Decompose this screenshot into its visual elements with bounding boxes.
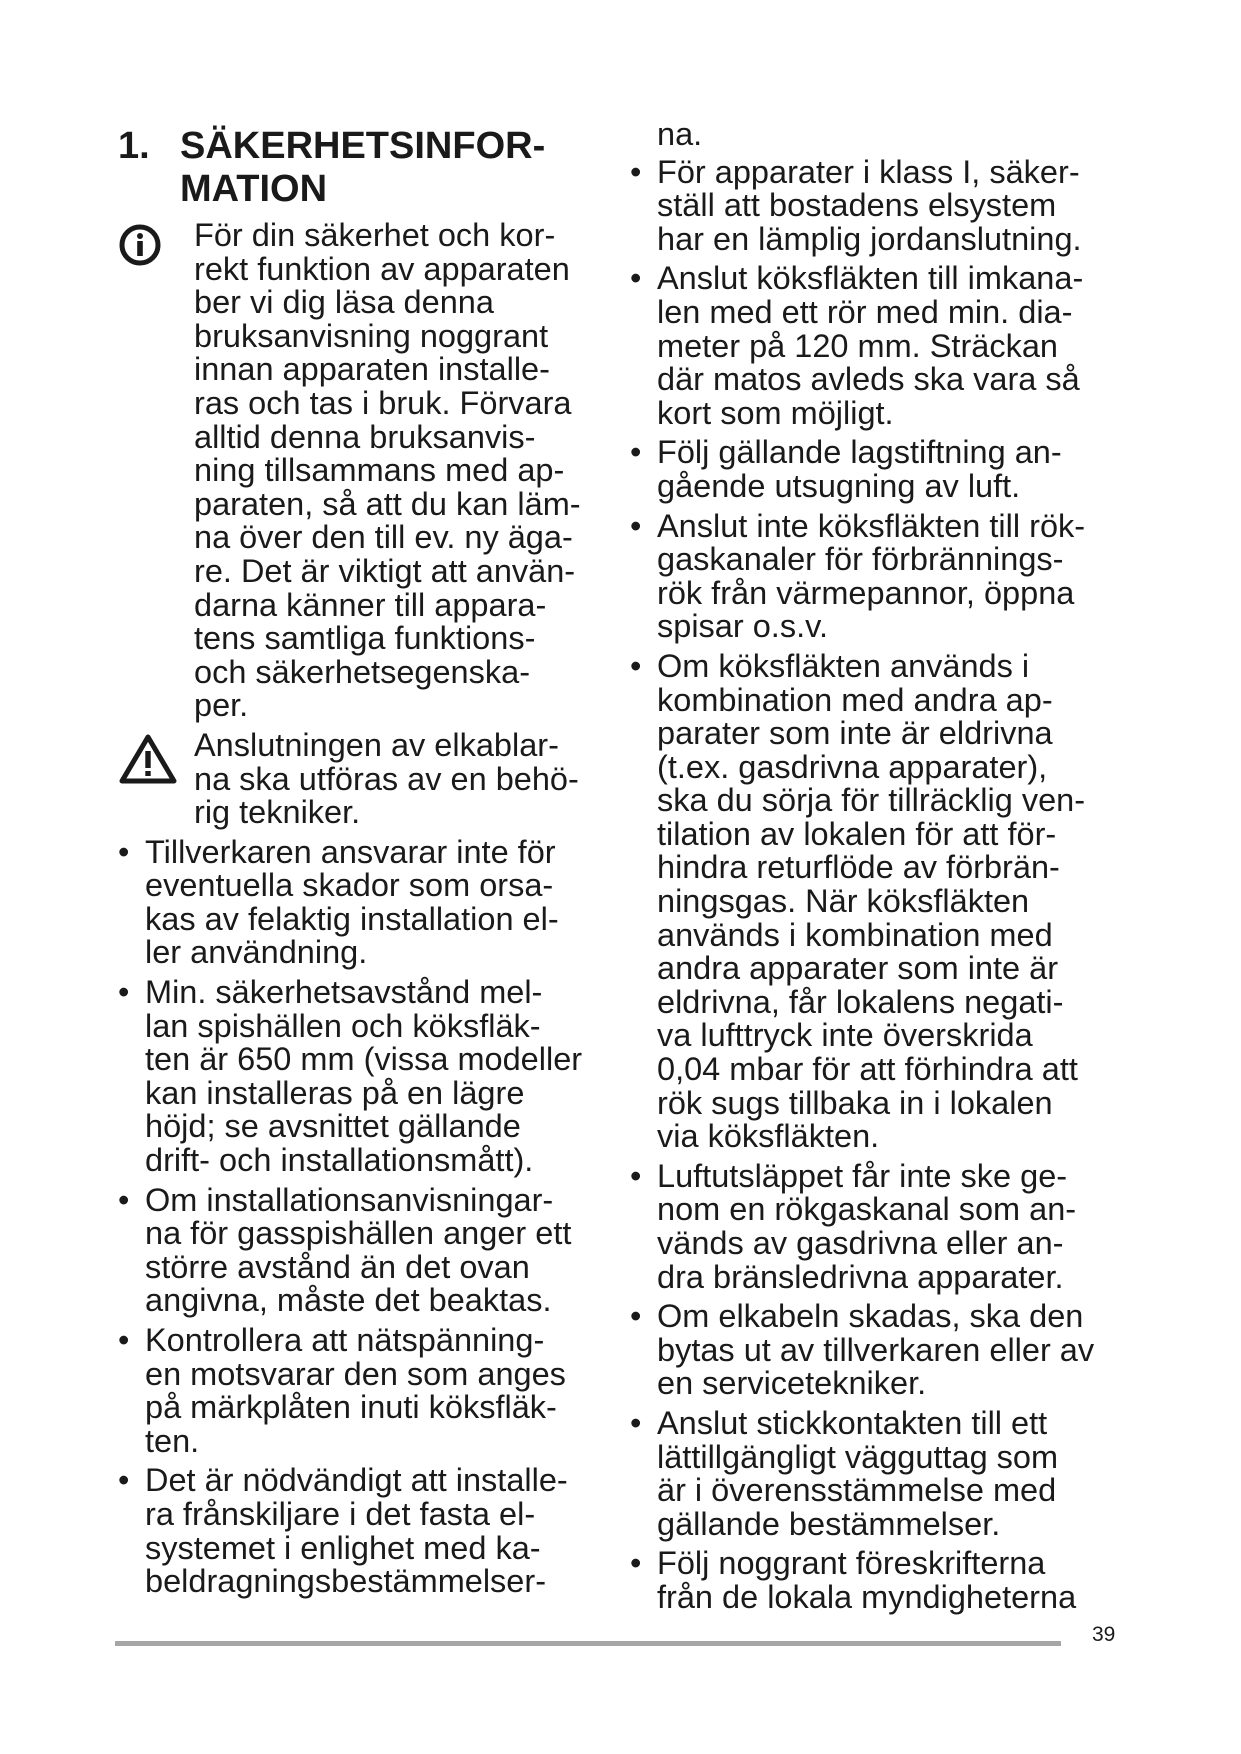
warning-text: Anslutningen av elkablar- na ska utföras av en behö- rig tekniker. — [194, 726, 579, 831]
list-item: • Luftutsläppet får inte ske ge- nom en rökgaskanal som an- vänds av gasdrivna eller an- dra bränsledrivna apparater. — [630, 1160, 1165, 1294]
right-bullet-list — [630, 153, 1165, 1615]
list-item: • Följ noggrant föreskrifterna från de lokala myndigheterna — [630, 1547, 1165, 1614]
list-item: • Det är nödvändigt att installe- ra frånskiljare i det fasta el- systemet i enlighet med ka- beldragningsbestämmelser- — [118, 1464, 638, 1598]
continuation-text: na. — [657, 116, 703, 152]
info-text: För din säkerhet och kor- rekt funktion av apparaten ber vi dig läsa denna bruksanvisning noggrant innan apparaten installe- ras och tas i bruk. Förvara alltid denna bruksanvis- ning tillsammans med ap- paraten, så att du kan läm- na över den till ev. ny äga- re. Det är viktigt att använ- darna känner till appara- tens samtliga funktions- och säkerhetsegenska- per. — [194, 217, 581, 724]
left-bullet-list — [118, 833, 638, 1600]
info-note — [118, 219, 638, 723]
list-item: • För apparater i klass I, säker- ställ att bostadens elsystem har en lämplig jordanslutning. — [630, 156, 1165, 257]
list-item: • Anslut inte köksfläkten till rök- gaskanaler för förbrännings- rök från värmepannor, öppna spisar o.s.v. — [630, 510, 1165, 644]
list-item: • Min. säkerhetsavstånd mel- lan spishällen och köksfläk- ten är 650 mm (vissa modeller kan installeras på en lägre höjd; se avsnittet gällande drift- och installationsmått). — [118, 976, 638, 1178]
list-item: • Om köksfläkten används i kombination med andra ap- parater som inte är eldrivna (t.ex. gasdrivna apparater), ska du sörja för tillräcklig ven- tilation av lokalen för att för- hindra returflöde av förbrän- ningsgas. När köksfläkten används i kombination med andra apparater som inte är eldrivna, får lokalens negati- va lufttryck inte överskrida 0,04 mbar för att förhindra att rök sugs tillbaka in i lokalen via köksfläkten. — [630, 650, 1165, 1154]
list-item: • Kontrollera att nätspänning- en motsvarar den som anges på märkplåten inuti köksfläk- ten. — [118, 1324, 638, 1458]
section-title: SÄKERHETSINFOR- MATION — [180, 125, 546, 210]
list-item: • Om installationsanvisningar- na för gasspishällen anger ett större avstånd än det ovan angivna, måste det beaktas. — [118, 1184, 638, 1318]
list-item: • Anslut köksfläkten till imkana- len med ett rör med min. dia- meter på 120 mm. Sträckan där matos avleds ska vara så kort som möjligt. — [630, 262, 1165, 430]
left-column — [118, 125, 638, 1605]
warning-icon — [118, 729, 194, 785]
page-number: 39 — [1092, 1623, 1116, 1646]
warning-note — [118, 726, 638, 831]
list-item: • Tillverkaren ansvarar inte för eventuella skador som orsa- kas av felaktig installation el- ler användning. — [118, 836, 638, 970]
list-item: • Om elkabeln skadas, ska den bytas ut av tillverkaren eller av en servicetekniker. — [630, 1300, 1165, 1401]
footer-divider — [115, 1641, 1061, 1646]
list-item: • Anslut stickkontakten till ett lättillgängligt vägguttag som är i överensstämmelse med gällande bestämmelser. — [630, 1407, 1165, 1541]
section-number: 1. — [118, 125, 150, 167]
info-icon — [118, 219, 194, 267]
right-column — [630, 118, 1165, 1621]
list-item: • Följ gällande lagstiftning an- gående utsugning av luft. — [630, 436, 1165, 503]
section-heading — [118, 125, 638, 211]
